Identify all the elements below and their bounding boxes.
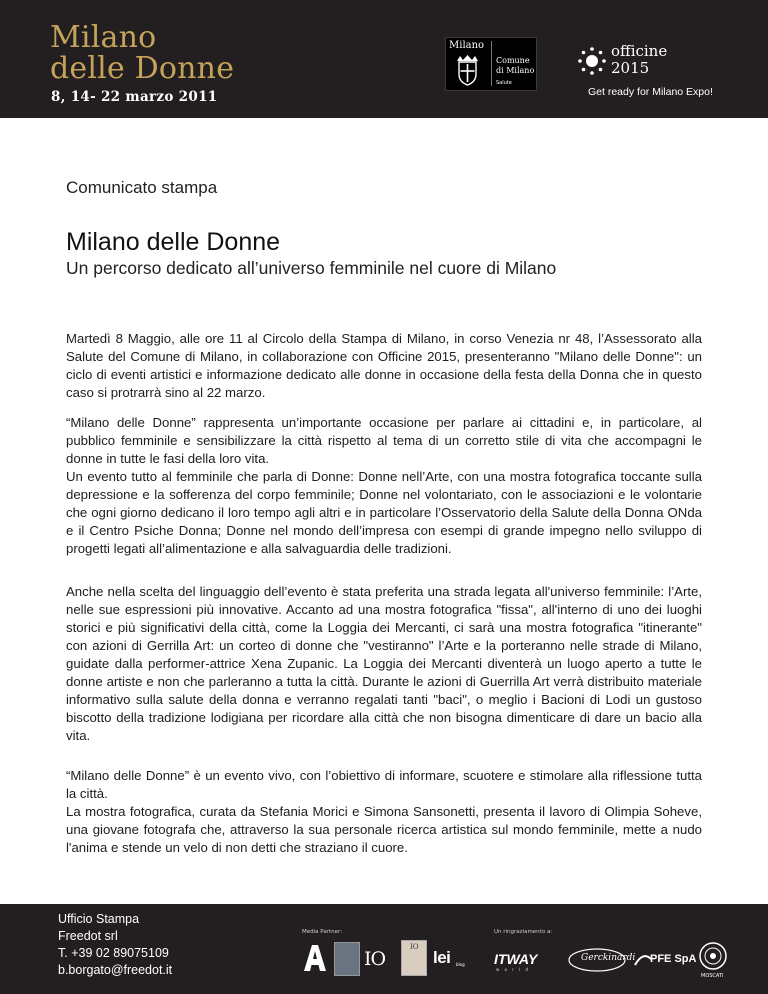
officine-name: officine	[611, 42, 668, 60]
paragraph-live-event: “Milano delle Donne” è un evento vivo, con l’obiettivo di informare, scuotere e stimolare alla riflessione tutta la città.	[66, 768, 702, 801]
document-title: Milano delle Donne	[66, 228, 281, 256]
officine-dots-icon	[577, 46, 607, 76]
comune-di-milano-logo	[445, 37, 537, 91]
page-footer	[0, 904, 768, 994]
pfe-logo: PFE SpA	[650, 953, 697, 965]
lei-logo-small: blog	[456, 962, 465, 967]
comune-department: Salute	[496, 80, 512, 86]
officine-year: 2015	[611, 59, 650, 77]
press-release-label: Comunicato stampa	[66, 178, 218, 197]
contact-phone: T. +39 02 89075109	[58, 946, 169, 960]
brand-line-2: delle Donne	[50, 51, 235, 86]
io-magazine-mark: IO	[410, 943, 419, 951]
expo-tagline: Get ready for Milano Expo!	[588, 86, 713, 98]
media-partner-label: Media Partner:	[302, 929, 343, 935]
moscati-seal-icon	[698, 941, 728, 971]
event-brand	[50, 22, 234, 84]
event-dates: 8, 14- 22 marzo 2011	[51, 89, 218, 105]
io-donna-logo: IO	[364, 948, 386, 970]
crest-icon	[451, 54, 484, 87]
magazine-cover-icon	[334, 942, 360, 976]
contact-office: Ufficio Stampa	[58, 912, 140, 926]
document-subtitle: Un percorso dedicato all’universo femminile nel cuore di Milano	[66, 258, 557, 278]
paragraph-group-2	[66, 414, 702, 558]
lei-logo: lei	[433, 948, 451, 967]
itway-tagline: w o r l d	[496, 967, 531, 972]
a-magazine-logo-icon	[304, 945, 326, 971]
contact-company: Freedot srl	[58, 929, 118, 943]
itway-logo: ITWAY	[494, 951, 538, 967]
moscati-logo: MOSCATI	[701, 973, 724, 979]
comune-name-line-2: di Milano	[496, 66, 535, 75]
paragraph-art: Anche nella scelta del linguaggio dell’evento è stata preferita una strada legata all'universo femminile: l’Arte, nelle sue espressioni più innovative. Accanto ad una mostra fotografica "fissa", all'interno di uno dei luoghi storici e più significativi della città, come la Loggia dei Mercanti, ci sarà una mostra fotografica "itinerante" con azioni di Gerrilla Art: un corteo di donne che "vestiranno" l’Arte e la porteranno nelle strade di Milano, guidate dalla performer-attrice Xena Zupanic. La Loggia dei Mercanti diventerà un luogo aperto a tutte le donne artiste e non che parleranno a tutta la città. Durante le azioni di Guerrilla Art verrà distribuito materiale informativo sulla salute della donna e verranno regalati tanti "baci", o meglio i Bacioni di Lodi un gustoso biscotto della tradizione lodigiana per ricordare alla città che non bisogna dimenticare di dare un bacio alla vita.	[66, 584, 702, 743]
contact-email[interactable]: b.borgato@freedot.it	[58, 963, 173, 977]
comune-name	[496, 56, 534, 76]
paragraph-exhibition: La mostra fotografica, curata da Stefania Morici e Simona Sansonetti, presenta il lavoro di Olimpia Soheve, una giovane fotografa che, attraverso la sua personale ricerca artistica sul mondo femminile, mette a nudo l'anima e stende un velo di non detti che straziano il cuore.	[66, 804, 702, 855]
comune-city: Milano	[449, 40, 485, 51]
paragraph-occasion: “Milano delle Donne” rappresenta un’importante occasione per parlare ai cittadini e, in particolare, al pubblico femminile e sensibilizzare la città rispetto al tema di un corretto stile di vita che accompagni le donne in tutte le fasi della loro vita.	[66, 415, 702, 466]
io-magazine-cover	[401, 940, 427, 976]
thanks-label: Un ringraziamento a:	[494, 929, 553, 935]
paragraph-event: Un evento tutto al femminile che parla di Donne: Donne nell’Arte, con una mostra fotografica toccante sulla depressione e la sofferenza del corpo femminile; Donne nel volontariato, con le associazioni e le volontarie che ogni giorno dedicano il loro tempo agli altri e in particolare l’Osservatorio della Salute della Donna ONda e il Centro Psiche Donna; Donne nel mondo dell’impresa con esempi di grande impegno nello sviluppo di progetti legati all’alimentazione e alla salvaguardia delle tradizioni.	[66, 469, 702, 556]
gerckinardi-logo: Gerckinardi	[581, 953, 636, 963]
brand-line-1: Milano	[50, 20, 157, 55]
comune-name-line-1: Comune	[496, 56, 530, 65]
paragraph-group-4	[66, 767, 702, 857]
press-office-contact	[58, 911, 172, 979]
page-header	[0, 0, 768, 118]
paragraph-intro: Martedì 8 Maggio, alle ore 11 al Circolo della Stampa di Milano, in corso Venezia nr 48, l’Assessorato alla Salute del Comune di Milano, in collaborazione con Officine 2015, presenteranno "Milano delle Donne": un ciclo di eventi artistici e informazione dedicato alle donne in occasione della festa della Donna che in questo caso si protrarrà sino al 22 marzo.	[66, 331, 702, 400]
logo-divider	[491, 41, 492, 86]
